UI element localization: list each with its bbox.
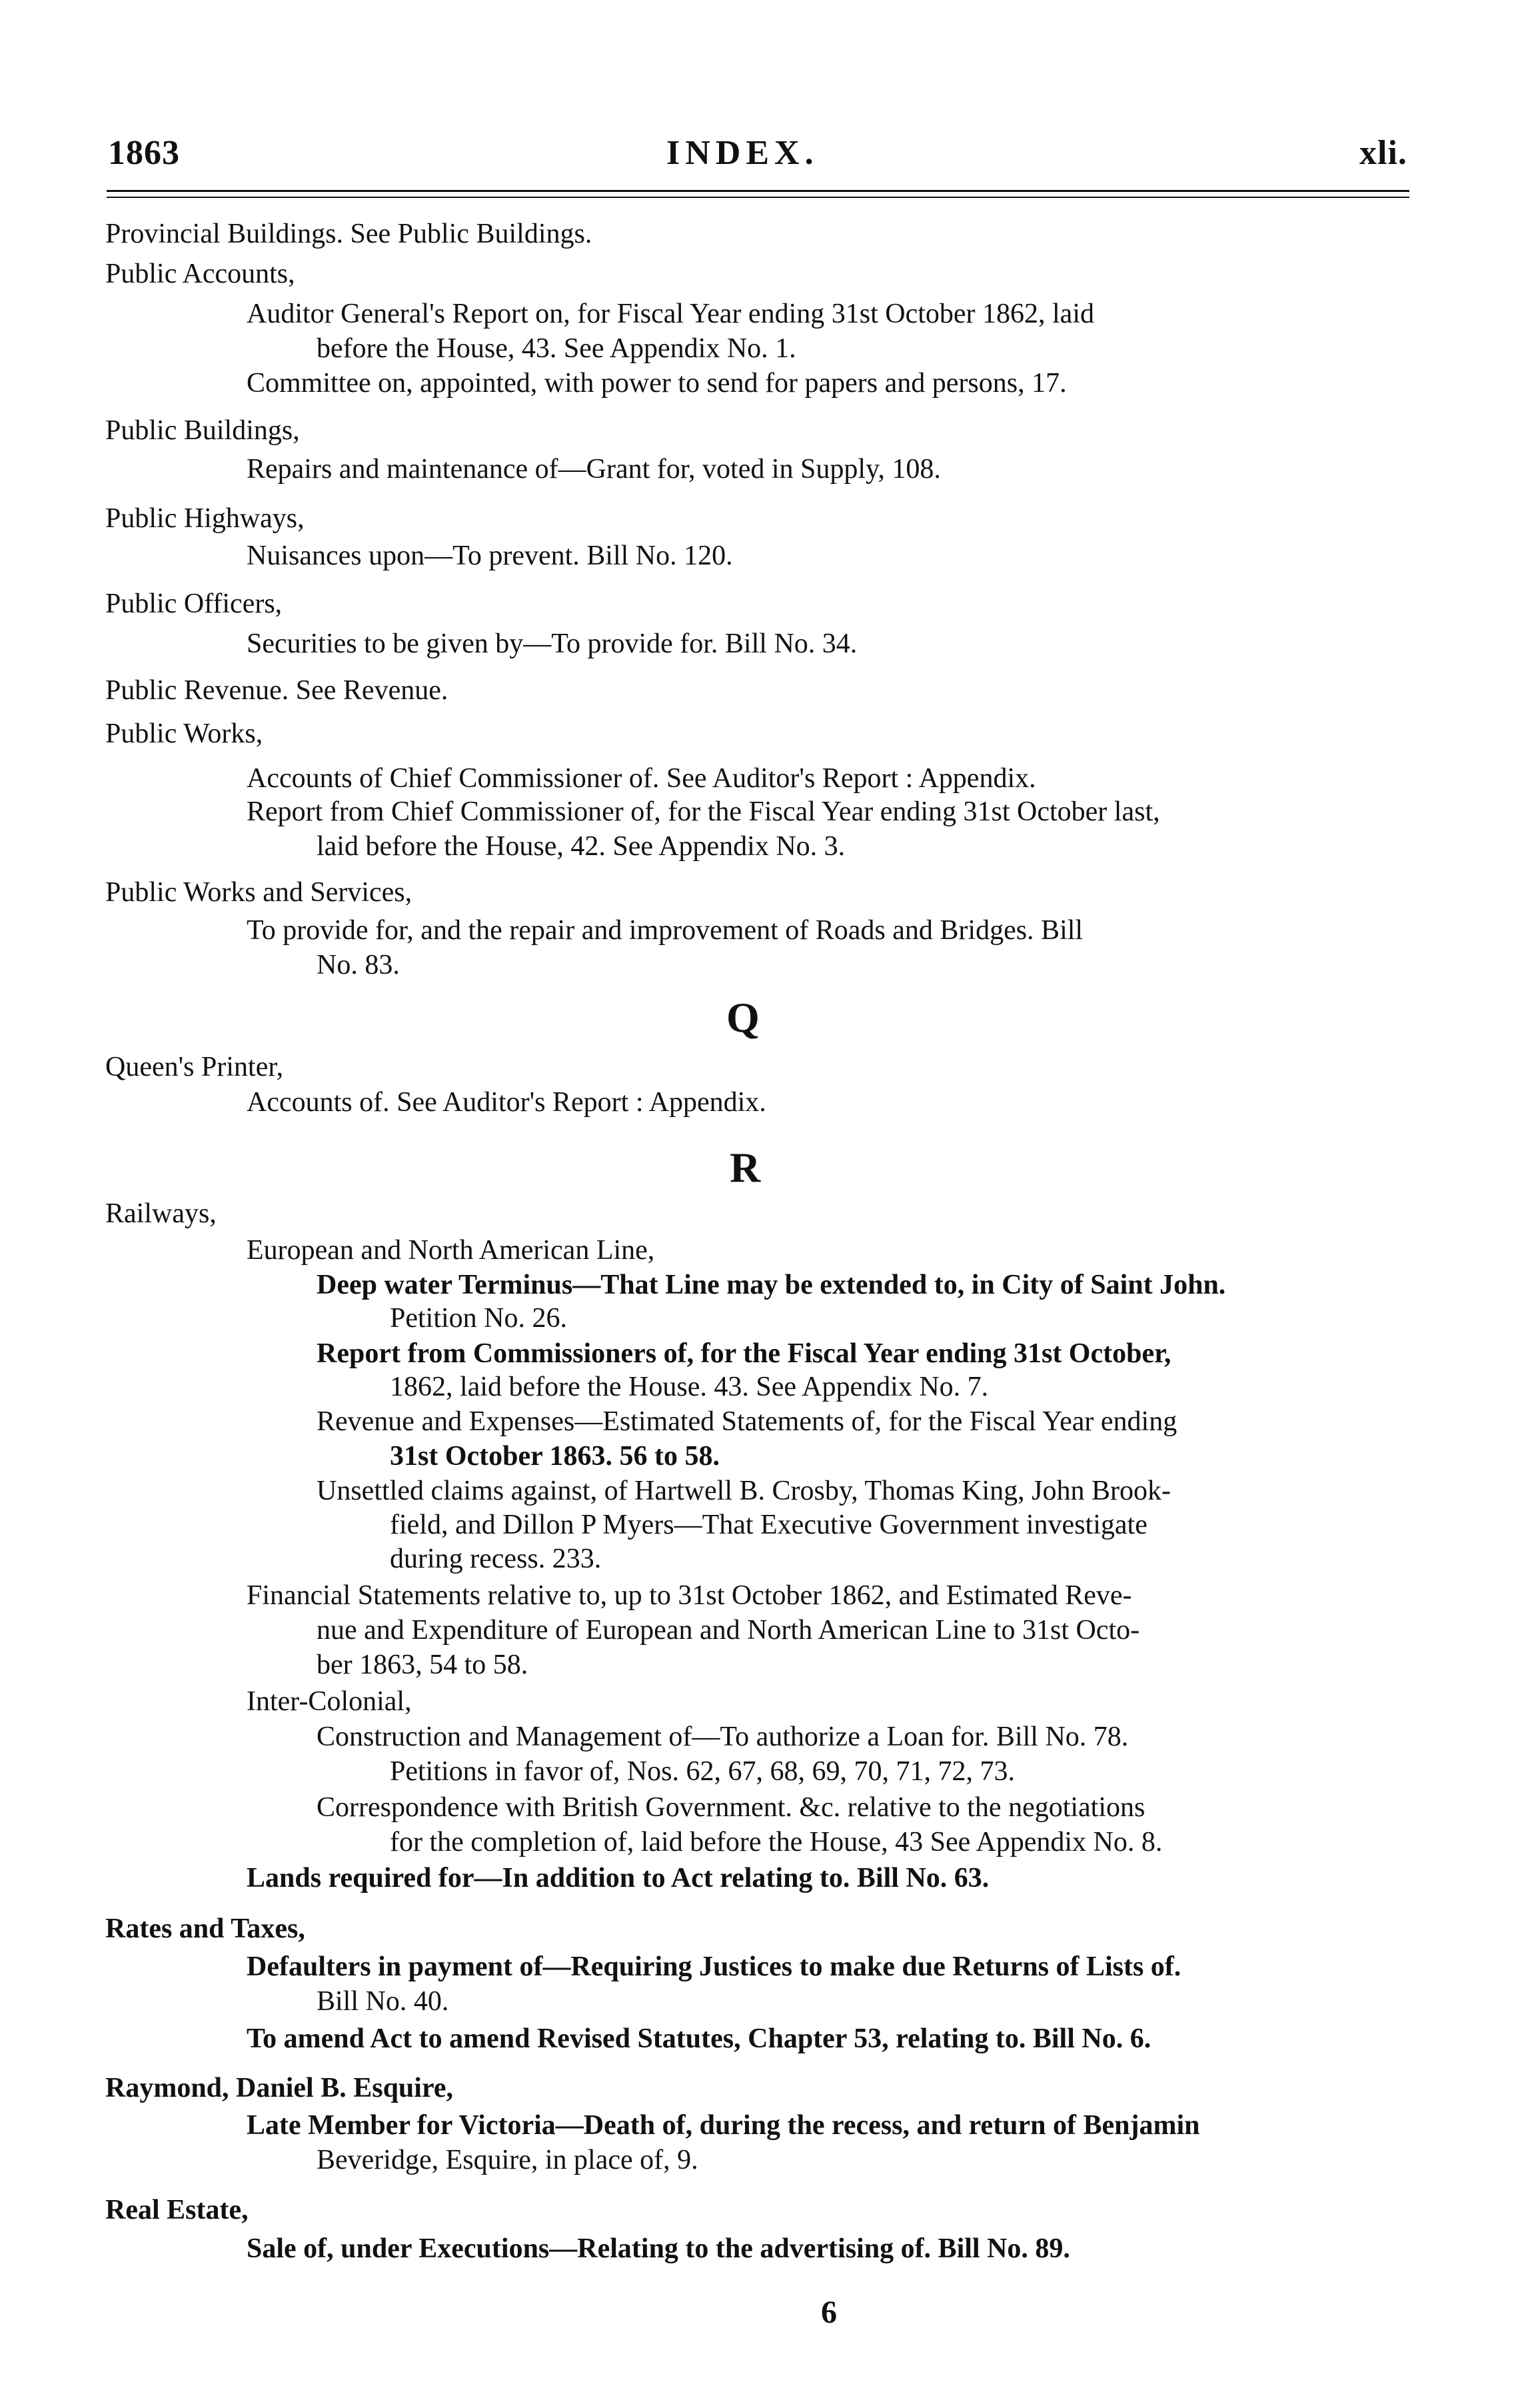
index-line: Beveridge, Esquire, in place of, 9.	[317, 2145, 698, 2175]
index-line: Correspondence with British Government. &c. relative to the negotiations	[317, 1792, 1145, 1823]
index-line: Real Estate,	[105, 2195, 249, 2225]
index-line: Late Member for Victoria—Death of, during the recess, and return of Benjamin	[247, 2110, 1200, 2141]
index-line: Report from Chief Commissioner of, for the Fiscal Year ending 31st October last,	[247, 796, 1160, 827]
header-rule-top	[107, 190, 1409, 192]
index-line: Unsettled claims against, of Hartwell B. Crosby, Thomas King, John Brook-	[317, 1476, 1171, 1506]
index-line: Accounts of. See Auditor's Report : Appendix.	[247, 1087, 766, 1118]
index-line: Public Accounts,	[105, 259, 295, 289]
index-line: Securities to be given by—To provide for. Bill No. 34.	[247, 628, 858, 659]
index-line: Public Works and Services,	[105, 877, 412, 908]
index-line: Railways,	[105, 1198, 217, 1229]
index-line: Defaulters in payment of—Requiring Justices to make due Returns of Lists of.	[247, 1951, 1181, 1982]
index-line: To provide for, and the repair and improvement of Roads and Bridges. Bill	[247, 915, 1084, 946]
index-line: Public Officers,	[105, 589, 283, 619]
section-letter-r: R	[730, 1144, 761, 1191]
index-line: Nuisances upon—To prevent. Bill No. 120.	[247, 541, 733, 571]
index-line: Construction and Management of—To authorize a Loan for. Bill No. 78.	[317, 1722, 1129, 1752]
header-title: INDEX.	[666, 134, 819, 172]
index-line: Revenue and Expenses—Estimated Statements of, for the Fiscal Year ending	[317, 1406, 1177, 1437]
index-line: Provincial Buildings. See Public Buildings.	[105, 219, 592, 249]
index-line: Repairs and maintenance of—Grant for, voted in Supply, 108.	[247, 454, 941, 485]
index-line: Committee on, appointed, with power to send for papers and persons, 17.	[247, 368, 1067, 399]
index-line: Rates and Taxes,	[105, 1913, 305, 1944]
index-line: Raymond, Daniel B. Esquire,	[105, 2073, 453, 2103]
index-line: Accounts of Chief Commissioner of. See Auditor's Report : Appendix.	[247, 763, 1036, 794]
section-letter-q: Q	[726, 994, 760, 1041]
index-line: before the House, 43. See Appendix No. 1.	[317, 333, 796, 364]
index-line: To amend Act to amend Revised Statutes, Chapter 53, relating to. Bill No. 6.	[247, 2023, 1151, 2054]
index-line: Petitions in favor of, Nos. 62, 67, 68, 69, 70, 71, 72, 73.	[390, 1756, 1015, 1787]
header-page-number: xli.	[1359, 134, 1407, 172]
index-line: field, and Dillon P Myers—That Executive Government investigate	[390, 1510, 1147, 1540]
index-line: Queen's Printer,	[105, 1052, 284, 1082]
index-line: for the completion of, laid before the House, 43 See Appendix No. 8.	[390, 1827, 1163, 1857]
index-line: Public Revenue. See Revenue.	[105, 675, 448, 706]
index-line: laid before the House, 42. See Appendix No. 3.	[317, 831, 846, 862]
index-line: European and North American Line,	[247, 1235, 655, 1266]
index-line: Sale of, under Executions—Relating to the advertising of. Bill No. 89.	[247, 2233, 1070, 2264]
index-line: Public Highways,	[105, 503, 305, 534]
header-year: 1863	[108, 134, 180, 172]
index-line: Lands required for—In addition to Act relating to. Bill No. 63.	[247, 1863, 990, 1893]
index-line: Public Works,	[105, 718, 263, 749]
index-line: Report from Commissioners of, for the Fiscal Year ending 31st October,	[317, 1338, 1171, 1369]
index-line: during recess. 233.	[390, 1544, 602, 1574]
index-line: Deep water Terminus—That Line may be extended to, in City of Saint John.	[317, 1270, 1226, 1300]
index-line: Public Buildings,	[105, 415, 300, 446]
index-line: Inter-Colonial,	[247, 1686, 412, 1717]
index-line: No. 83.	[317, 950, 400, 980]
header-rule-bottom	[107, 197, 1409, 198]
index-line: 31st October 1863. 56 to 58.	[390, 1441, 720, 1472]
index-line: Auditor General's Report on, for Fiscal Year ending 31st October 1862, laid	[247, 299, 1094, 329]
signature-mark: 6	[821, 2295, 837, 2330]
index-line: Petition No. 26.	[390, 1303, 568, 1334]
index-line: 1862, laid before the House. 43. See Appendix No. 7.	[390, 1372, 989, 1402]
index-line: Financial Statements relative to, up to 31st October 1862, and Estimated Reve-	[247, 1580, 1132, 1611]
index-line: ber 1863, 54 to 58.	[317, 1650, 528, 1680]
index-line: Bill No. 40.	[317, 1986, 449, 2017]
index-line: nue and Expenditure of European and North American Line to 31st Octo-	[317, 1615, 1140, 1646]
